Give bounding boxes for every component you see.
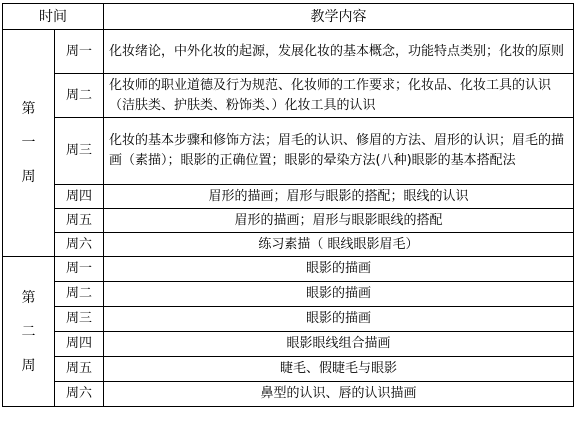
table-row xyxy=(3,118,574,185)
day-cell: 周六 xyxy=(55,233,104,257)
content-cell: 化妆绪论，中外化妆的起源，发展化妆的基本概念，功能特点类别；化妆的原则 xyxy=(104,30,574,74)
schedule-table xyxy=(2,3,574,407)
table-row xyxy=(3,185,574,209)
table-row xyxy=(3,74,574,118)
table-row xyxy=(3,332,574,357)
content-cell: 眼影的描画 xyxy=(104,307,574,332)
day-cell: 周五 xyxy=(55,209,104,233)
day-cell: 周一 xyxy=(55,257,104,282)
day-cell: 周一 xyxy=(55,30,104,74)
table-row xyxy=(3,357,574,382)
day-cell: 周三 xyxy=(55,118,104,185)
content-cell: 眉形的描画；眉形与眼影眼线的搭配 xyxy=(104,209,574,233)
day-cell: 周四 xyxy=(55,185,104,209)
week-1-label-cell xyxy=(3,30,55,257)
table-row xyxy=(3,209,574,233)
table-row xyxy=(3,257,574,282)
content-cell: 练习素描（ 眼线眼影眉毛） xyxy=(104,233,574,257)
week-2-label: 第二周 xyxy=(21,289,36,374)
week-2-label-cell xyxy=(3,257,55,407)
day-cell: 周二 xyxy=(55,74,104,118)
header-row xyxy=(3,4,574,30)
content-cell: 鼻型的认识、唇的认识描画 xyxy=(104,382,574,407)
table-row xyxy=(3,233,574,257)
content-cell: 化妆的基本步骤和修饰方法；眉毛的认识、修眉的方法、眉形的认识；眉毛的描画（素描）；眼影的正确位置；眼影的晕染方法(八种)眼影的基本搭配法 xyxy=(104,118,574,185)
day-cell: 周二 xyxy=(55,282,104,307)
content-cell: 眼影的描画 xyxy=(104,282,574,307)
day-cell: 周六 xyxy=(55,382,104,407)
content-cell: 眼影眼线组合描画 xyxy=(104,332,574,357)
table-row xyxy=(3,307,574,332)
content-cell: 化妆师的职业道德及行为规范、化妆师的工作要求；化妆品、化妆工具的认识（洁肤类、护肤类、粉饰类、）化妆工具的认识 xyxy=(104,74,574,118)
table-row xyxy=(3,30,574,74)
header-time: 时间 xyxy=(3,4,104,30)
day-cell: 周四 xyxy=(55,332,104,357)
content-cell: 眼影的描画 xyxy=(104,257,574,282)
header-content: 教学内容 xyxy=(104,4,574,30)
content-cell: 睫毛、假睫毛与眼影 xyxy=(104,357,574,382)
day-cell: 周五 xyxy=(55,357,104,382)
day-cell: 周三 xyxy=(55,307,104,332)
table-row xyxy=(3,282,574,307)
table-row xyxy=(3,382,574,407)
week-1-label: 第一周 xyxy=(21,101,36,185)
content-cell: 眉形的描画；眉形与眼影的搭配；眼线的认识 xyxy=(104,185,574,209)
